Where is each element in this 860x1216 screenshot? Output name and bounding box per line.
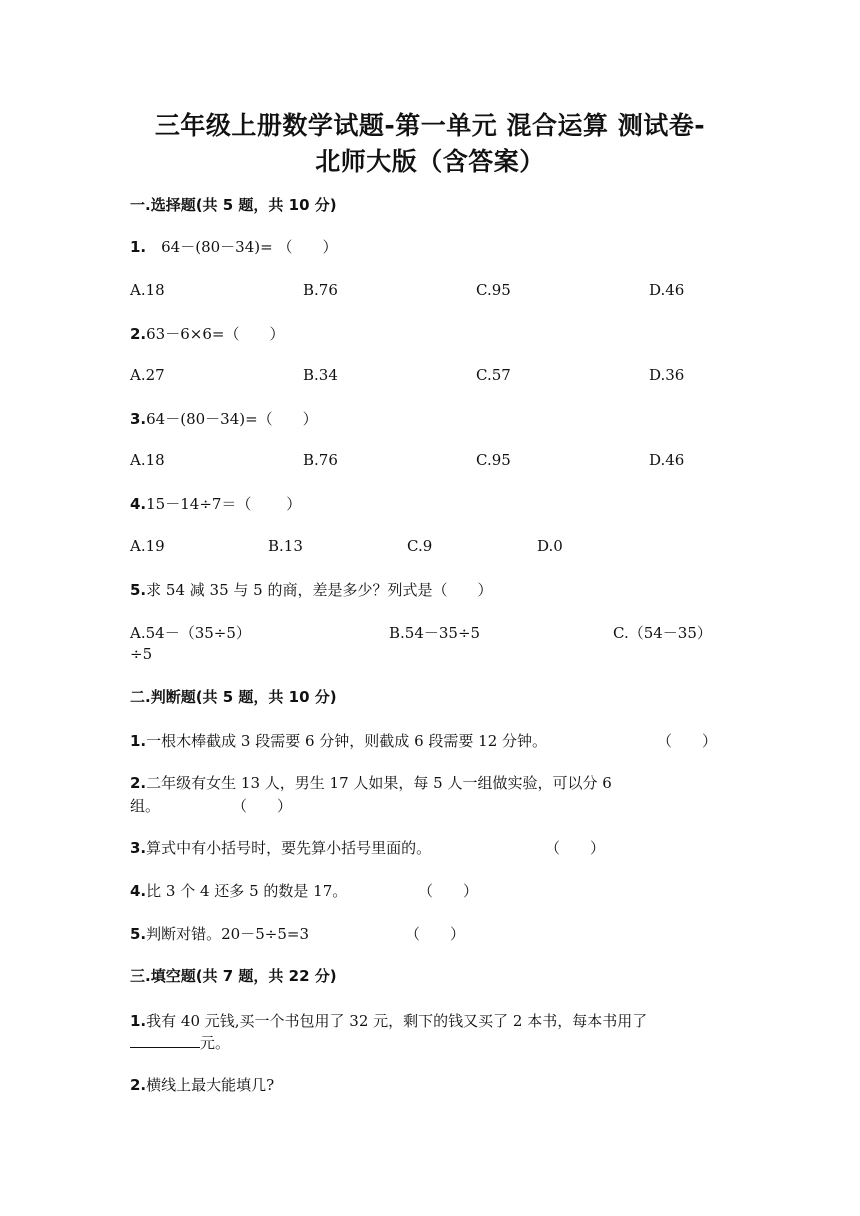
- question-text: 求 54 减 35 与 5 的商，差是多少？列式是（ ）: [146, 581, 493, 599]
- answer-paren[interactable]: （ ）: [545, 839, 606, 857]
- question-number: 3.: [130, 839, 147, 857]
- question-text: 63－6×6=（ ）: [146, 325, 285, 343]
- question-number: 1.: [130, 1012, 147, 1030]
- page-title-line2: 北师大版（含答案）: [315, 147, 545, 176]
- option-a[interactable]: A.19: [130, 537, 165, 555]
- judge-question-3: [130, 837, 431, 858]
- option-c[interactable]: C.95: [476, 451, 511, 469]
- question-number: 4.: [130, 495, 147, 513]
- option-d[interactable]: D.46: [649, 451, 685, 469]
- answer-blank[interactable]: [130, 1033, 200, 1048]
- question-text: 判断对错。20－5÷5=3: [146, 925, 309, 943]
- question-number: 4.: [130, 882, 147, 900]
- question-number: 5.: [130, 581, 147, 599]
- option-c[interactable]: C.95: [476, 281, 511, 299]
- fill-line-row: [130, 1032, 230, 1053]
- option-b[interactable]: B.34: [303, 366, 338, 384]
- question-text: 二年级有女生 13 人，男生 17 人如果，每 5 人一组做实验，可以分 6: [146, 774, 612, 792]
- choice-question-3: [130, 408, 318, 429]
- question-text-continued: 元。: [200, 1034, 231, 1052]
- section-heading-judge: 二.判断题(共 5 题，共 10 分): [130, 688, 337, 706]
- answer-paren[interactable]: （ ）: [405, 925, 466, 943]
- option-d[interactable]: D.46: [649, 281, 685, 299]
- option-a[interactable]: A.18: [130, 281, 165, 299]
- option-a[interactable]: A.54－（35÷5）: [130, 624, 251, 642]
- question-text: 比 3 个 4 还多 5 的数是 17。: [146, 882, 348, 900]
- option-b[interactable]: B.76: [303, 281, 338, 299]
- option-d[interactable]: D.0: [537, 537, 563, 555]
- question-text: 横线上最大能填几?: [146, 1076, 275, 1094]
- judge-question-5: [130, 923, 309, 944]
- option-a[interactable]: A.18: [130, 451, 165, 469]
- choice-question-1: [130, 236, 337, 257]
- question-text: 64－(80－34)= （ ）: [146, 238, 338, 256]
- judge-question-2: [130, 772, 612, 793]
- question-number: 5.: [130, 925, 147, 943]
- section-heading-choice: 一.选择题(共 5 题，共 10 分): [130, 196, 337, 214]
- option-a[interactable]: A.27: [130, 366, 165, 384]
- option-d[interactable]: D.36: [649, 366, 685, 384]
- question-text: 一根木棒截成 3 段需要 6 分钟，则截成 6 段需要 12 分钟。: [146, 732, 548, 750]
- fill-question-1: [130, 1010, 647, 1031]
- judge-question-1: [130, 730, 547, 751]
- question-number: 2.: [130, 1076, 147, 1094]
- option-c[interactable]: C.57: [476, 366, 511, 384]
- answer-paren[interactable]: （ ）: [232, 797, 293, 815]
- judge-question-4: [130, 880, 347, 901]
- option-b[interactable]: B.13: [268, 537, 303, 555]
- question-text-continued: 组。: [130, 797, 161, 815]
- question-number: 2.: [130, 325, 147, 343]
- question-number: 2.: [130, 774, 147, 792]
- answer-paren[interactable]: （ ）: [418, 882, 479, 900]
- question-number: 3.: [130, 410, 147, 428]
- question-text: 64－(80－34)=（ ）: [146, 410, 318, 428]
- fill-question-2: [130, 1074, 274, 1095]
- option-b[interactable]: B.54－35÷5: [389, 624, 481, 642]
- answer-paren[interactable]: （ ）: [657, 732, 718, 750]
- section-heading-fill: 三.填空题(共 7 题，共 22 分): [130, 967, 337, 985]
- question-number: 1.: [130, 238, 147, 256]
- question-text: 我有 40 元钱,买一个书包用了 32 元，剩下的钱又买了 2 本书，每本书用了: [146, 1012, 648, 1030]
- option-c[interactable]: C.（54－35）: [613, 624, 712, 642]
- page-title-line1: 三年级上册数学试题-第一单元 混合运算 测试卷-: [154, 111, 706, 140]
- option-b[interactable]: B.76: [303, 451, 338, 469]
- choice-question-4: [130, 493, 301, 514]
- option-c-continued: ÷5: [130, 645, 153, 663]
- choice-question-2: [130, 323, 284, 344]
- question-text: 算式中有小括号时，要先算小括号里面的。: [146, 839, 432, 857]
- option-c[interactable]: C.9: [407, 537, 433, 555]
- question-text: 15－14÷7＝（ ）: [146, 495, 302, 513]
- choice-question-5: [130, 579, 492, 600]
- question-number: 1.: [130, 732, 147, 750]
